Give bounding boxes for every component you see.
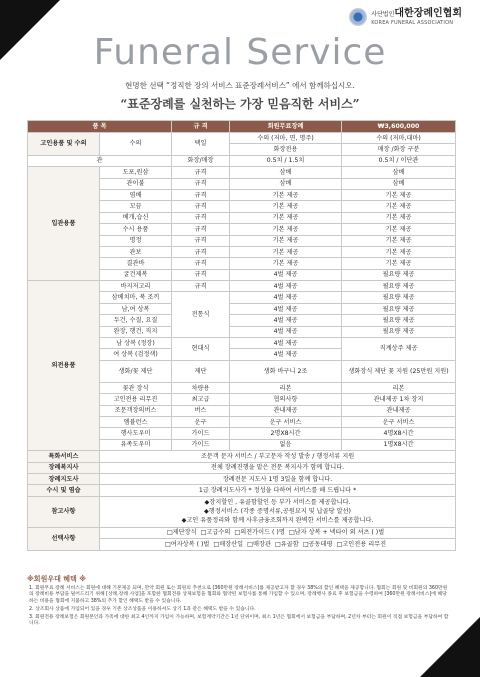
option-checkbox[interactable]: □매장산일 <box>213 540 244 548</box>
header-price: ₩3,600,000 <box>342 121 456 133</box>
benefit-note: 2. 상조회사 상품에 가입되어 있을 경우 기존 상조상품을 이용하셔도 상기 1과 같은 혜택도 받을 수 있습니다. <box>29 606 256 612</box>
item-spec: 운구 <box>172 416 230 427</box>
item-name: 고인전용 리무진 <box>100 394 172 405</box>
service-label: 장례지도사 <box>28 473 100 484</box>
member-benefit-notes <box>29 586 451 630</box>
benefit-note: 3. 회원전용 장례보험은 회원본인과 가족에 대한 최고 4인까지 가입이 가능하며, 보험계약기간은 1년 단위이며, 최소 1년은 협회에서 보험금을 부담하며, 2년차 부터는 회원이 직접 보험금을 부담하여 합니다. <box>29 615 449 627</box>
item-name: 생화/꽃 제단 <box>100 360 172 382</box>
member-value: 0.5치 / 1.5치 <box>230 155 342 166</box>
reference-item: ◆고인 유품정리와 함께 사후금융조회까지 완벽한 서비스를 제공합니다. <box>181 517 374 525</box>
member-value: 없음 <box>230 439 342 450</box>
member-value: 4벌 제공 <box>230 269 342 280</box>
reference-list <box>100 496 456 527</box>
item-name: 결관바 <box>100 258 172 269</box>
price-value: 기본 제공 <box>342 189 456 200</box>
item-name: 꼬끔 <box>100 201 172 212</box>
item-spec: 규격 <box>172 224 230 235</box>
member-value: 수의 (저마, 면, 명주) <box>230 133 342 144</box>
item-spec: 택일 <box>172 133 230 156</box>
item-spec: 규격 <box>172 178 230 189</box>
item-name: 유족도우미 <box>100 439 172 450</box>
price-value: 기본 제공 <box>342 201 456 212</box>
item-spec: 차량용 <box>172 382 230 393</box>
service-label: 장례복지사 <box>28 462 100 473</box>
price-value: 관내제공 1차 장지 <box>342 394 456 405</box>
item-spec: 규격 <box>172 258 230 269</box>
member-value: 2명X8시간 <box>230 428 342 439</box>
price-value: 운구 서비스 <box>342 416 456 427</box>
table-row <box>28 281 456 292</box>
member-value: 기본 제공 <box>230 212 342 223</box>
item-name: 조문객장의버스 <box>100 405 172 416</box>
table-row <box>28 527 456 538</box>
logo-org-name: 대한장례인협회 <box>394 8 462 19</box>
item-spec: 규격 <box>172 246 230 257</box>
price-value: 필요량 제공 <box>342 326 456 337</box>
category-label: 입관용품 <box>28 167 100 281</box>
member-value: 4벌 제공 <box>230 315 342 326</box>
table-row <box>28 496 456 527</box>
slogan: “표준장례를 실천하는 가장 믿음직한 서비스” <box>120 97 360 111</box>
member-value: 삼베 <box>230 167 342 178</box>
member-value: 화장전용 <box>230 144 342 155</box>
option-checkbox[interactable]: □매장관 <box>247 540 271 548</box>
price-value: 관내제공 <box>342 405 456 416</box>
item-spec: 규격 <box>172 281 230 292</box>
item-name: 베개,습신 <box>100 212 172 223</box>
price-value: 리본 <box>342 382 456 393</box>
price-value: 필요량 제공 <box>342 269 456 280</box>
header-spec: 규 격 <box>172 121 230 133</box>
member-value: 리본 <box>230 382 342 393</box>
price-value: 필요량 제공 <box>342 303 456 314</box>
item-name: 남 상복 (정장) <box>100 338 172 349</box>
table-row <box>28 167 456 178</box>
option-checkbox[interactable]: □고급수의 <box>200 529 231 537</box>
association-seal-icon <box>349 8 367 26</box>
item-spec: 전통식 <box>172 292 230 338</box>
price-value: 1명X8시간 <box>342 439 456 450</box>
member-value: 협의사항 <box>230 394 342 405</box>
member-value: 기본 제공 <box>230 189 342 200</box>
member-value: 기본 제공 <box>230 246 342 257</box>
member-value: 기본 제공 <box>230 235 342 246</box>
options-label: 선택사항 <box>28 527 100 550</box>
member-value: 기본 제공 <box>230 224 342 235</box>
price-value: 기본 제공 <box>342 224 456 235</box>
category-label: 외전용품 <box>28 281 100 451</box>
item-spec: 화장/매장 <box>172 155 230 166</box>
service-description: 장례전문 지도사 1명 3일을 함께 합니다. <box>100 473 456 484</box>
price-value: 직계상주 제공 <box>342 338 456 361</box>
table-row <box>28 473 456 484</box>
item-spec: 현대식 <box>172 338 230 361</box>
item-name: 여 상복 (검정색) <box>100 349 172 360</box>
benefit-note: 1. 회원무료 장례 서비스는 회원에 대해 기본제공 되며, 만약 회원 또는 회원의 추천으로 [360만원 장례서비스]를 제공받고자 할 경우 38%의 할인 혜택을 제공합니다. 협회는 회원 및 비회원의 360만원의 장례비용 부담을 덜어드리기 위해 [상례,장례 사업]을 포함한 협회전용 상제보험을 협회와 협약된 보험사를 통해 가입할 수 있으며, 장례행사 종료 후 보험금을 수령하여 [360만원 장례서비스]에 해당하는 비용을 협회에 지불하고 38%의 추가 할인 혜택도 받을 수 있습니다. <box>29 586 448 604</box>
header-member-free: 회원무료장례 <box>230 121 342 133</box>
price-value: 삼베 <box>342 167 456 178</box>
price-value: 매장 /화장 구분 <box>342 144 456 155</box>
service-description: 1급 장례지도사가 * 정성을 다하여 서비스를 해 드립니다 * <box>100 485 456 496</box>
member-value: 4벌 제공 <box>230 292 342 303</box>
reference-item: ◆행정서비스 (각종 증명서류,공원묘지 및 납골당 알선) <box>204 508 351 516</box>
item-name: 꽃관 장식 <box>100 382 172 393</box>
service-description: 전체 장례진행을 맡은 전문 복지사가 함께 합니다. <box>100 462 456 473</box>
member-value: 기본 제공 <box>230 258 342 269</box>
header-item: 품 목 <box>28 121 172 133</box>
item-spec: 규격 <box>172 201 230 212</box>
reference-label: 참고사항 <box>28 496 100 527</box>
price-value: 4명X8시간 <box>342 428 456 439</box>
item-name: 수시 용품 <box>100 224 172 235</box>
member-value: 관내제공 <box>230 405 342 416</box>
item-name: 관보 <box>100 246 172 257</box>
price-value: 기본 제공 <box>342 246 456 257</box>
member-value: 운구 서비스 <box>230 416 342 427</box>
item-spec: 버스 <box>172 405 230 416</box>
table-row <box>28 485 456 496</box>
table-row <box>28 462 456 473</box>
options-row-1 <box>100 527 456 538</box>
item-spec: 규격 <box>172 235 230 246</box>
option-checkbox[interactable]: □남자 상복 + 넥타이 외 셔츠 ( )벌 <box>288 529 385 537</box>
item-name: 두건, 수질, 요질 <box>100 315 172 326</box>
member-value: 4벌 제공 <box>230 349 342 360</box>
logo-prefix: 사단법인 <box>371 11 395 18</box>
item-spec: 제단 <box>172 360 230 382</box>
item-name: 명정 <box>100 235 172 246</box>
item-name: 염베 <box>100 189 172 200</box>
item-name: 엠뷸런스 <box>100 416 172 427</box>
association-logo <box>349 8 462 26</box>
option-checkbox[interactable]: □공동데평 <box>302 540 333 548</box>
item-name: 관이불 <box>100 178 172 189</box>
price-value: 기본 제공 <box>342 212 456 223</box>
member-value: 삼베 <box>230 178 342 189</box>
item-spec: 가이드 <box>172 428 230 439</box>
service-label: 수시 및 염습 <box>28 485 100 496</box>
option-checkbox[interactable]: □여자상복 ( )벌 <box>164 540 210 548</box>
table-row <box>28 451 456 462</box>
item-name: 삼베치마, 북 조끼 <box>100 292 172 303</box>
option-checkbox[interactable]: □제단장식 <box>166 529 197 537</box>
price-value: 필요량 제공 <box>342 281 456 292</box>
price-value: 수의 (저마,대마) <box>342 133 456 144</box>
logo-english-name: KOREA FUNERAL ASSOCIATION <box>371 20 454 26</box>
member-value: 4벌 제공 <box>230 303 342 314</box>
price-value: 생화장식 제단 꽃 지원 (25만원 지원) <box>342 360 456 382</box>
price-value: 필요량 제공 <box>342 292 456 303</box>
item-spec: 가이드 <box>172 439 230 450</box>
option-checkbox[interactable]: □유골함 <box>274 540 299 548</box>
service-label: 특화서비스 <box>28 451 100 462</box>
service-description: 조문객 문자 서비스 / 부고문자 작성 발송 / 행정서류 지원 <box>100 451 456 462</box>
price-value: 0.5치 / 이단관 <box>342 155 456 166</box>
item-name: 행사도우미 <box>100 428 172 439</box>
member-value: 기본 제공 <box>230 201 342 212</box>
item-name: 완장, 행건, 직지 <box>100 326 172 337</box>
page-subtitle: 현명한 선택 “정직한 장의 서비스 표준장례서비스” 에서 함께하십시오. <box>125 81 355 90</box>
item-spec: 최고급 <box>172 394 230 405</box>
options-row-2 <box>100 539 456 550</box>
member-value: 4벌 제공 <box>230 281 342 292</box>
item-name: 수의 <box>100 133 172 156</box>
item-name: 관 <box>28 155 172 166</box>
price-value: 삼베 <box>342 178 456 189</box>
option-checkbox[interactable]: □의전가이드 ( )명 <box>234 529 285 537</box>
member-value: 4벌 제공 <box>230 338 342 349</box>
item-name: 도포,원삼 <box>100 167 172 178</box>
page-title: Funeral Service <box>93 32 387 73</box>
category-label: 고인용품 및 수의 <box>28 133 100 156</box>
item-name: 남,여 상복 <box>100 303 172 314</box>
table-row <box>28 155 456 166</box>
option-checkbox[interactable]: □고인전용 리무진 <box>336 540 387 548</box>
price-value: 기본 제공 <box>342 258 456 269</box>
price-value: 기본 제공 <box>342 235 456 246</box>
item-name: 바지저고리 <box>100 281 172 292</box>
reference-item: ◆장지할인 , 유골함할인 등 부가 서비스를 제공합니다. <box>204 499 351 507</box>
member-benefit-title: ※회원우대 혜택 ※ <box>27 575 87 583</box>
table-row <box>28 133 456 144</box>
member-value: 4벌 제공 <box>230 326 342 337</box>
item-spec: 규격 <box>172 212 230 223</box>
service-table <box>27 120 456 551</box>
price-value: 필요량 제공 <box>342 315 456 326</box>
table-header-row <box>28 121 456 133</box>
item-spec: 규격 <box>172 269 230 280</box>
item-name: 굴건제복 <box>100 269 172 280</box>
item-spec: 규격 <box>172 167 230 178</box>
item-spec: 규격 <box>172 189 230 200</box>
member-value: 생화 바구니 2조 <box>230 360 342 382</box>
